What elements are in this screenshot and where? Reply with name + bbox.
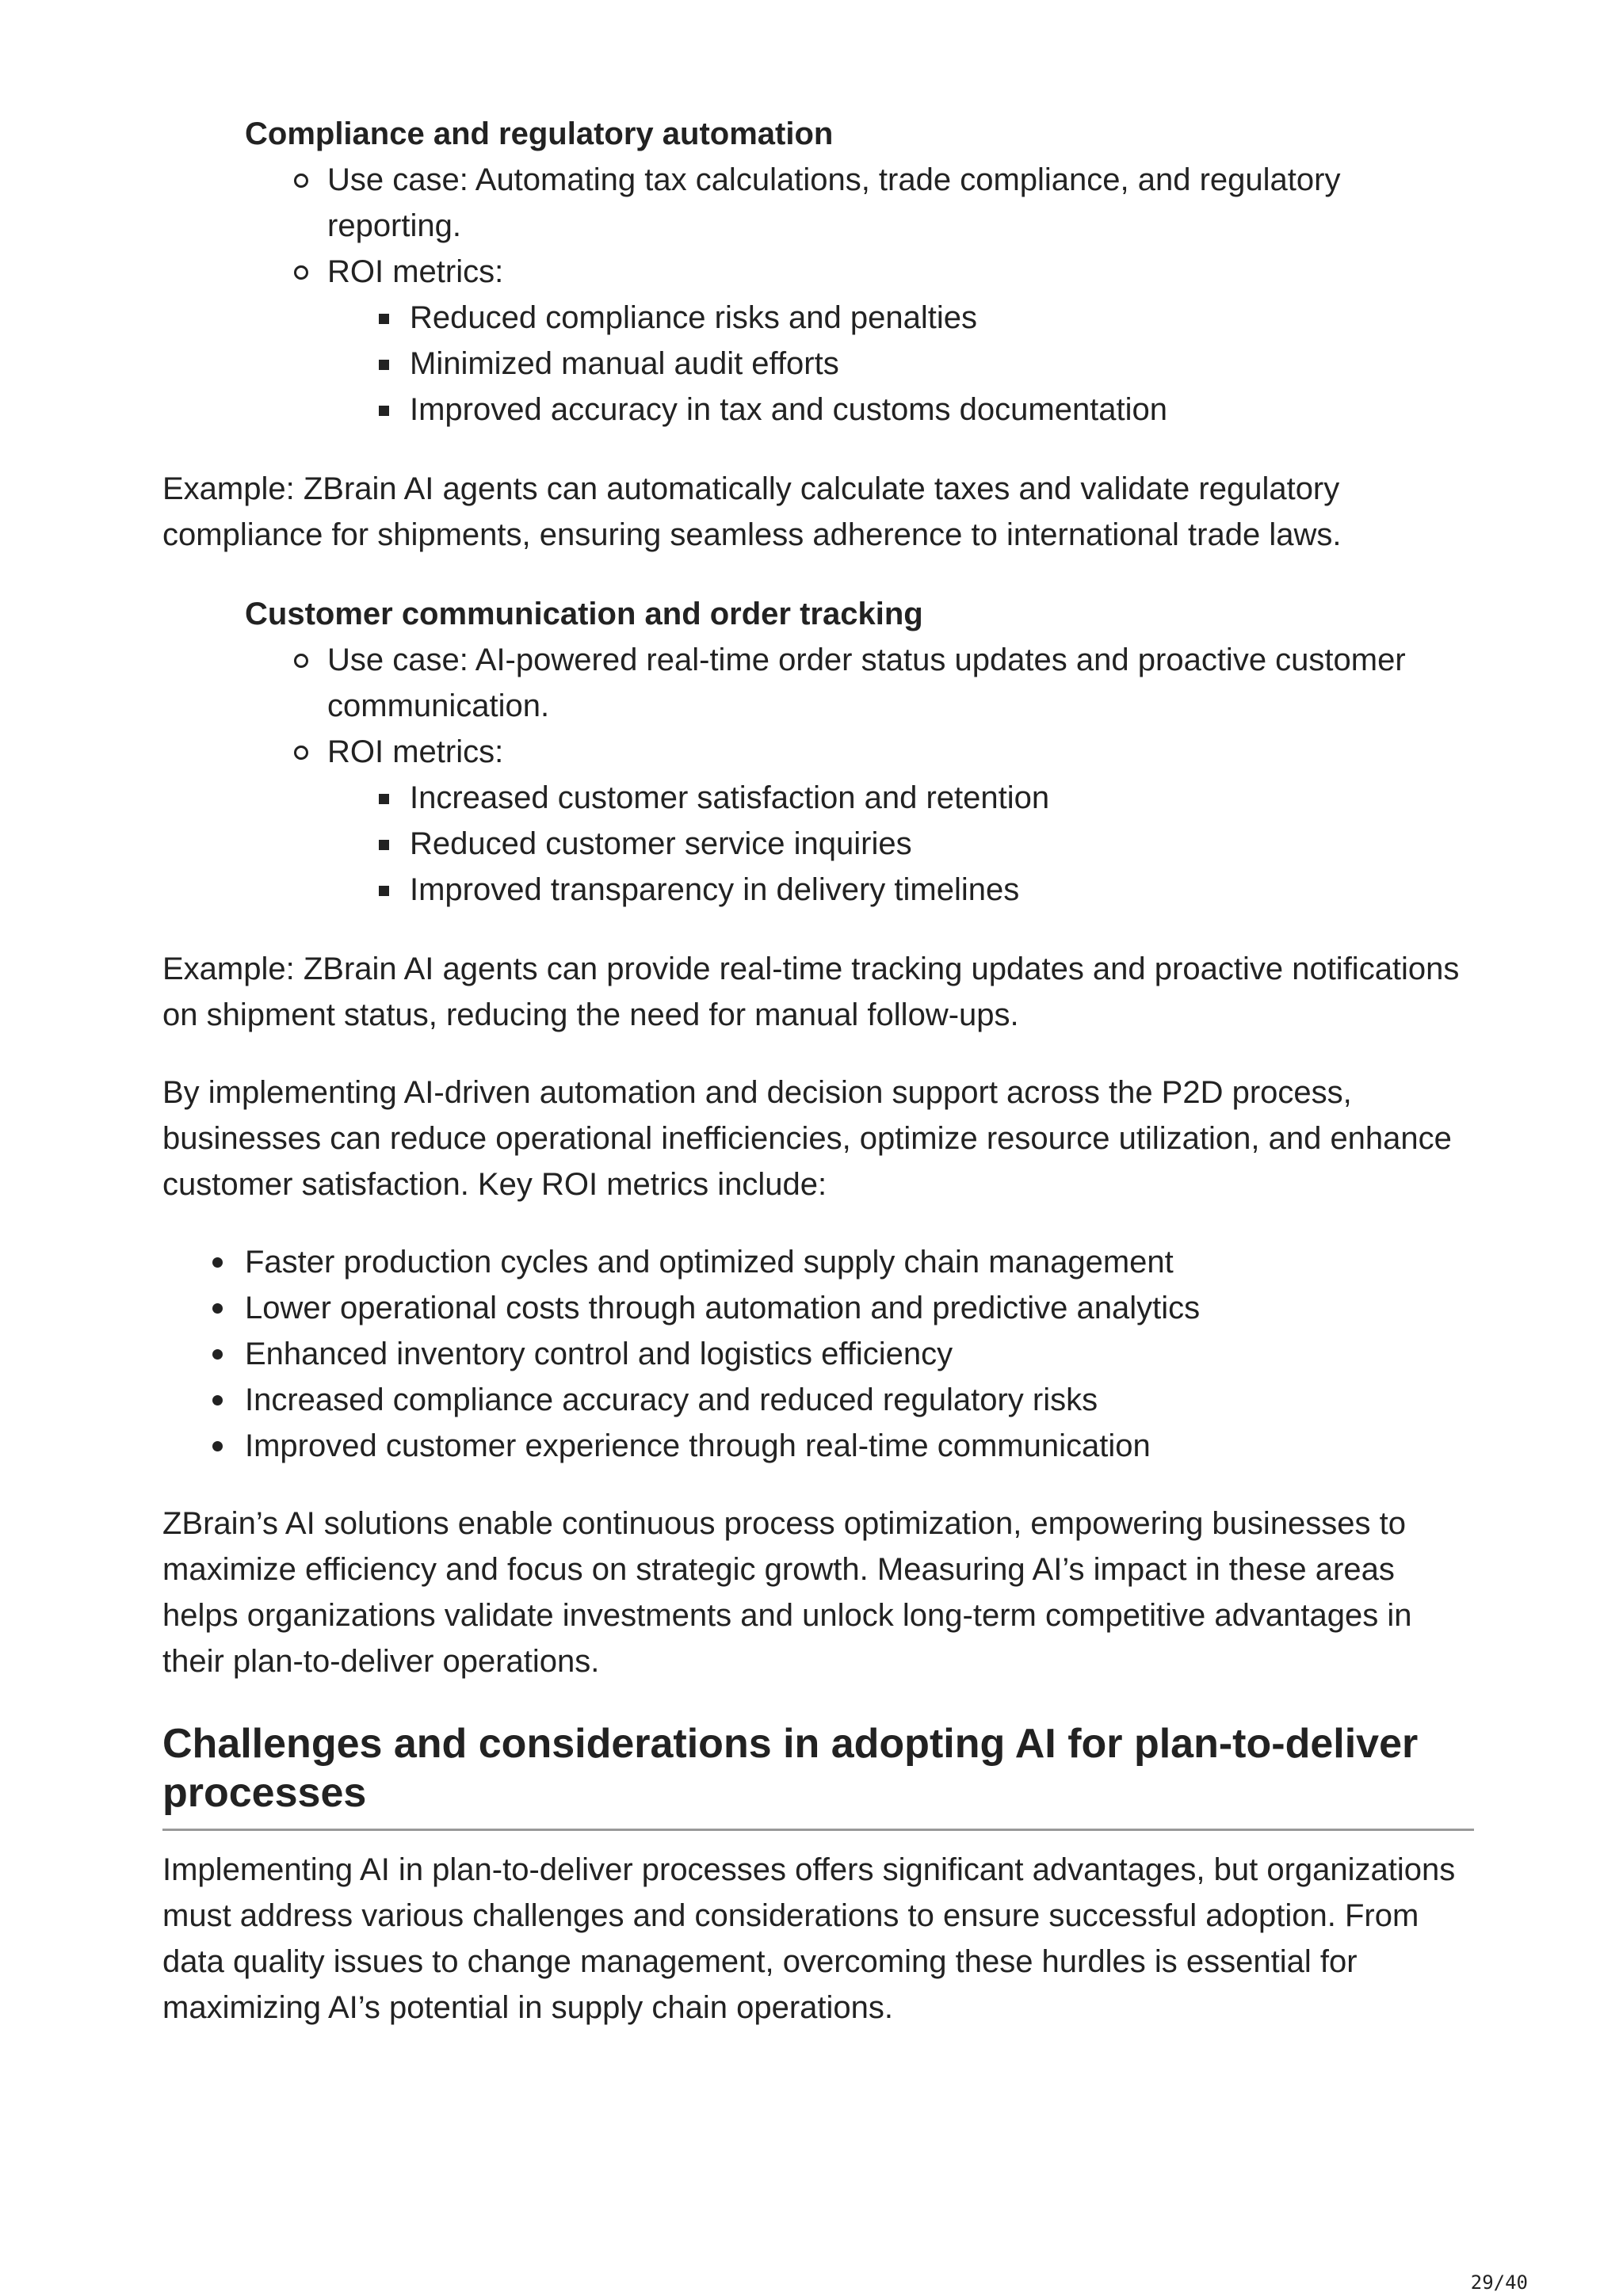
use-case-item: Use case: Automating tax calculations, trade compliance, and regulatory reporting.	[245, 157, 1474, 249]
roi-metrics-list	[410, 295, 1474, 433]
challenges-intro-paragraph: Implementing AI in plan-to-deliver processes offers significant advantages, but organizations must address various challenges and considerations to ensure successful adoption. From data quality issues to change management, overcoming these hurdles is essential for maximizing AI’s potential in supply chain operations.	[162, 1852, 1456, 2025]
customer-communication-details-list	[245, 637, 1474, 913]
section-title-customer-communication: Customer communication and order tracking	[245, 597, 923, 631]
summary-intro-paragraph: By implementing AI-driven automation and decision support across the P2D process, businesses can reduce operational inefficiencies, optimize resource utilization, and enhance customer satisfaction. Key ROI metrics include:	[162, 1075, 1452, 1202]
summary-closing-paragraph: ZBrain’s AI solutions enable continuous process optimization, empowering businesses to maximize efficiency and focus on strategic growth. Measuring AI’s impact in these areas helps organizations validate investments and unlock long-term competitive advantages in their plan-to-deliver operations.	[162, 1506, 1412, 1679]
roi-metric: Reduced customer service inquiries	[410, 821, 1474, 867]
section-title-compliance: Compliance and regulatory automation	[245, 116, 834, 151]
key-roi-metric: Lower operational costs through automation and predictive analytics	[162, 1285, 1474, 1331]
roi-metrics-item	[245, 249, 1474, 433]
use-case-item: Use case: AI-powered real-time order status updates and proactive customer communication.	[245, 637, 1474, 729]
roi-metrics-item	[245, 729, 1474, 913]
roi-metrics-list	[410, 775, 1474, 913]
compliance-details-list	[245, 157, 1474, 433]
roi-metric: Reduced compliance risks and penalties	[410, 295, 1474, 341]
challenges-heading: Challenges and considerations in adopting AI for plan-to-deliver processes	[162, 1719, 1474, 1831]
roi-metric: Improved transparency in delivery timelines	[410, 867, 1474, 913]
key-roi-metric: Faster production cycles and optimized supply chain management	[162, 1239, 1474, 1285]
example-paragraph: Example: ZBrain AI agents can provide real-time tracking updates and proactive notifications on shipment status, reducing the need for manual follow-ups.	[162, 952, 1460, 1032]
key-roi-metric: Enhanced inventory control and logistics efficiency	[162, 1331, 1474, 1377]
example-paragraph: Example: ZBrain AI agents can automatically calculate taxes and validate regulatory compliance for shipments, ensuring seamless adherence to international trade laws.	[162, 471, 1342, 552]
key-roi-metric: Improved customer experience through real-time communication	[162, 1423, 1474, 1469]
roi-metrics-label: ROI metrics:	[327, 254, 504, 289]
page-number: 29/40	[1470, 2271, 1528, 2294]
roi-metric: Increased customer satisfaction and retention	[410, 775, 1474, 821]
roi-metric: Improved accuracy in tax and customs documentation	[410, 387, 1474, 433]
key-roi-metric: Increased compliance accuracy and reduced regulatory risks	[162, 1377, 1474, 1423]
key-roi-metrics-list	[162, 1239, 1474, 1469]
document-page	[162, 111, 1474, 2031]
roi-metric: Minimized manual audit efforts	[410, 341, 1474, 387]
roi-metrics-label: ROI metrics:	[327, 734, 504, 769]
